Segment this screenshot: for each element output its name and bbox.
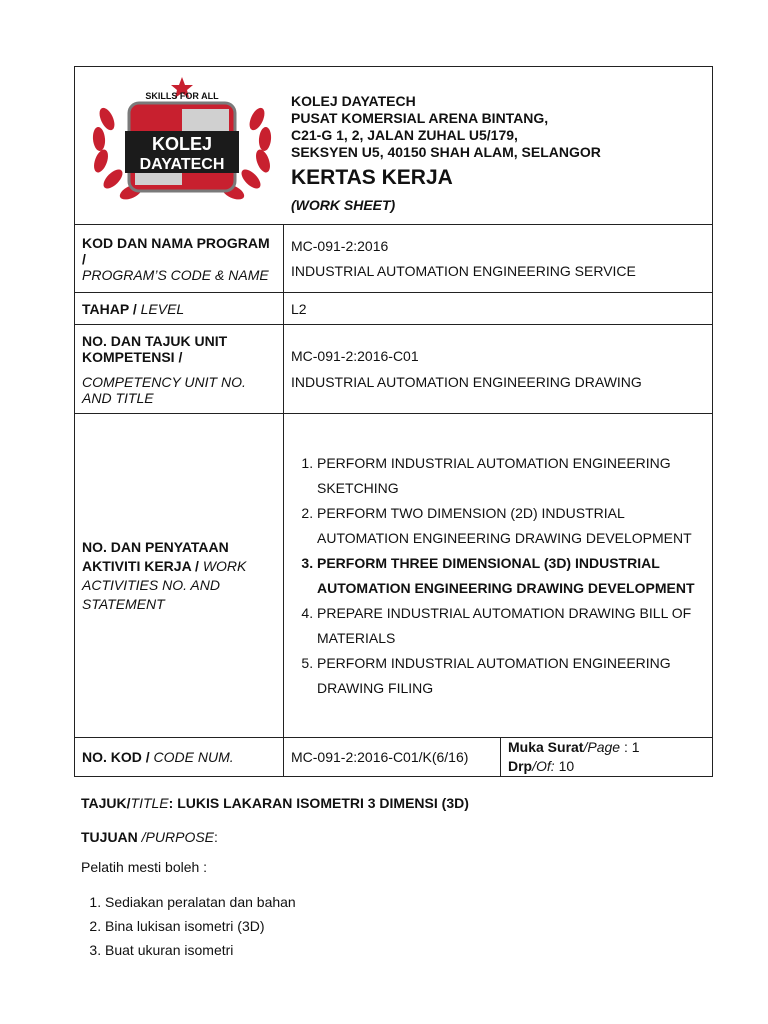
activities-label-cell (75, 414, 284, 738)
code-row (75, 738, 713, 777)
code-label-en: CODE NUM. (149, 749, 234, 765)
level-label-en: LEVEL (136, 300, 185, 317)
program-label-cell (75, 225, 284, 293)
activities-list (291, 451, 705, 701)
level-row (75, 293, 713, 325)
unit-code: MC-091-2:2016-C01 (291, 348, 419, 364)
activity-item: 2. PERFORM TWO DIMENSION (2D) INDUSTRIAL AUTOMATION ENGINEERING DRAWING DEVELOPMENT (317, 501, 705, 551)
activity-item: 4. PREPARE INDUSTRIAL AUTOMATION DRAWING BILL OF MATERIALS (317, 601, 705, 651)
program-label-en: PROGRAM’S CODE & NAME (82, 266, 269, 283)
purpose-heading: TUJUAN /PURPOSE: (81, 829, 218, 845)
address-line1: PUSAT KOMERSIAL ARENA BINTANG, (291, 110, 549, 126)
activities-list-cell (284, 414, 713, 738)
page-total: Drp/Of: 10 (508, 758, 575, 774)
code-label: NO. KOD / (82, 749, 150, 765)
unit-label-cell (75, 325, 284, 414)
doc-title: KERTAS KERJA (291, 166, 453, 189)
activities-label-en: WORK ACTIVITIES NO. AND STATEMENT (82, 557, 247, 612)
page-number: Muka Surat/Page : 1 (508, 739, 640, 755)
level-value: L2 (284, 293, 713, 325)
code-label-cell (75, 738, 284, 777)
program-value-cell (284, 225, 713, 293)
program-code: MC-091-2:2016 (291, 237, 389, 254)
worksheet-header-table (74, 66, 713, 777)
activities-label: NO. DAN PENYATAAN AKTIVITI KERJA / (82, 538, 229, 574)
header-cell (75, 67, 713, 225)
college-name: KOLEJ DAYATECH (291, 93, 416, 109)
badge-top-text: SKILLS FOR ALL (145, 91, 219, 101)
level-label: TAHAP / (82, 300, 137, 317)
badge-line2: DAYATECH (139, 156, 225, 173)
purpose-item: 1. Sediakan peralatan dan bahan (105, 890, 296, 914)
program-label: KOD DAN NAMA PROGRAM / (82, 234, 270, 267)
purpose-intro: Pelatih mesti boleh : (81, 859, 208, 875)
program-row (75, 225, 713, 293)
unit-title: INDUSTRIAL AUTOMATION ENGINEERING DRAWING (291, 374, 642, 390)
college-address-block (291, 93, 601, 161)
page-info-cell (501, 738, 713, 777)
purpose-item: 2. Bina lukisan isometri (3D) (105, 914, 296, 938)
unit-value-cell (284, 325, 713, 414)
activity-item: 1. PERFORM INDUSTRIAL AUTOMATION ENGINEERING SKETCHING (317, 451, 705, 501)
unit-label: NO. DAN TAJUK UNIT KOMPETENSI / (82, 332, 228, 365)
purpose-list (81, 890, 296, 962)
unit-label-en: COMPETENCY UNIT NO. AND TITLE (82, 373, 246, 406)
college-logo-icon (89, 75, 275, 207)
activities-row (75, 414, 713, 738)
address-line2: C21-G 1, 2, JALAN ZUHAL U5/179, (291, 127, 518, 143)
unit-row (75, 325, 713, 414)
badge-line1: KOLEJ (151, 134, 213, 154)
purpose-item: 3. Buat ukuran isometri (105, 938, 296, 962)
worksheet-title: TAJUK/TITLE: LUKIS LAKARAN ISOMETRI 3 DIMENSI (3D) (81, 795, 469, 811)
activity-item: 5. PERFORM INDUSTRIAL AUTOMATION ENGINEERING DRAWING FILING (317, 651, 705, 701)
level-label-cell (75, 293, 284, 325)
code-value: MC-091-2:2016-C01/K(6/16) (284, 738, 501, 777)
activity-item-current: 3. PERFORM THREE DIMENSIONAL (3D) INDUSTRIAL AUTOMATION ENGINEERING DRAWING DEVELOPMENT (317, 551, 705, 601)
address-line3: SEKSYEN U5, 40150 SHAH ALAM, SELANGOR (291, 144, 601, 160)
doc-subtitle: (WORK SHEET) (291, 197, 396, 213)
program-name: INDUSTRIAL AUTOMATION ENGINEERING SERVICE (291, 262, 636, 279)
